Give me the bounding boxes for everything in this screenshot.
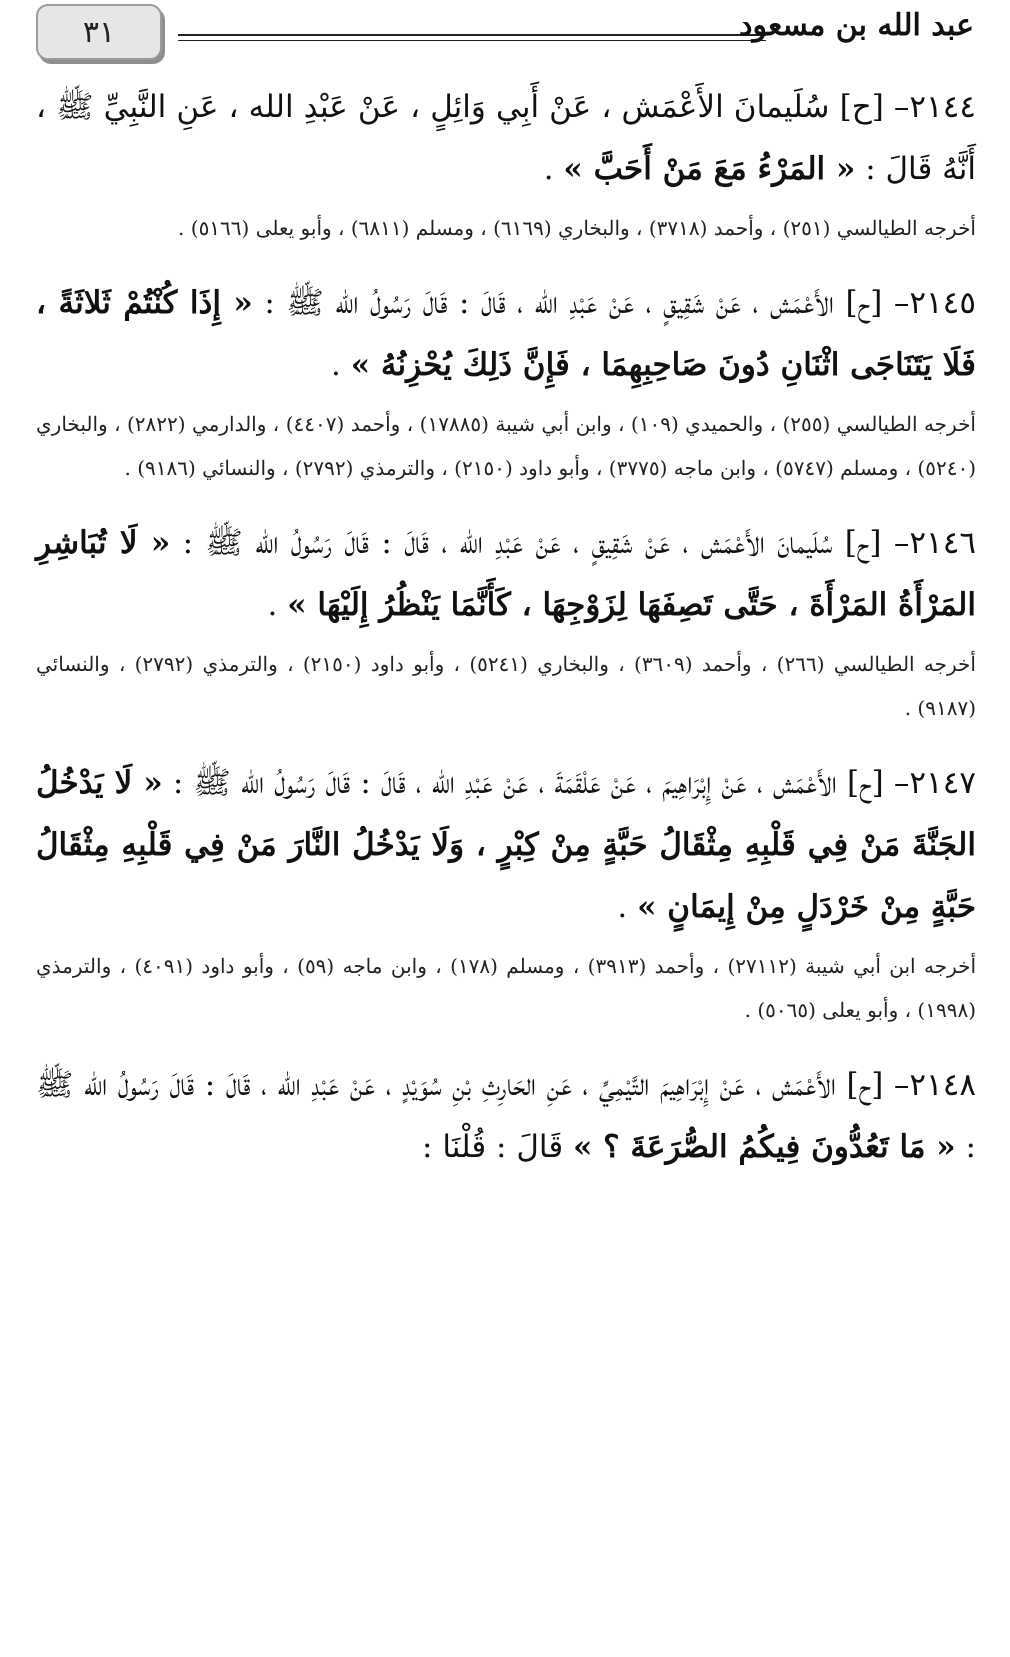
hadith-2148 <box>36 1054 976 1178</box>
hadith-quote: « إِذَا كُنْتُمْ ثَلاثَةً ، فَلَا يَتَنَاجَى اثْنَانِ دُونَ صَاحِبِهِمَا ، فَإِنَّ ذَلِكَ يُحْزِنُهُ » <box>36 285 976 383</box>
hadith-number: ٢١٤٤ <box>909 89 976 125</box>
hadith-2144 <box>36 76 976 250</box>
header-rule-thin <box>178 40 766 41</box>
hadith-number: ٢١٤٥ <box>909 285 976 321</box>
hadith-2146 <box>36 512 976 730</box>
hadith-after: . <box>543 151 564 187</box>
hadith-text <box>36 752 976 938</box>
hadith-chain: – [ح] الأَعْمَش ، عَنْ إِبْرَاهِيمَ التَّيْمِيِّ ، عَنِ الحَارِثِ بْنِ سُوَيْدٍ ، عَنْ عَبْدِ الله ، قَالَ : قَالَ رَسُولُ الله ﷺ : <box>36 1067 976 1165</box>
hadith-after: . <box>330 347 351 383</box>
hadith-text <box>36 512 976 636</box>
hadith-quote: « لَا يَدْخُلُ الجَنَّةَ مَنْ فِي قَلْبِهِ مِثْقَالُ حَبَّةٍ مِنْ كِبْرٍ ، وَلَا يَدْخُلُ النَّارَ مَنْ فِي قَلْبِهِ مِثْقَالُ حَبَّةٍ مِنْ خَرْدَلٍ مِنْ إِيمَانٍ » <box>36 765 976 925</box>
hadith-quote: « لَا تُبَاشِرِ المَرْأَةُ المَرْأَةَ ، حَتَّى تَصِفَهَا لِزَوْجِهَا ، كَأَنَّمَا يَنْظُرُ إِلَيْهَا » <box>36 525 976 623</box>
page-number-badge <box>36 4 162 60</box>
takhrij-note: أخرجه ابن أبي شيبة (٢٧١١٢) ، وأحمد (٣٩١٣) ، ومسلم (١٧٨) ، وابن ماجه (٥٩) ، وأبو داود (٤٠٩١) ، والترمذي (١٩٩٨) ، وأبو يعلى (٥٠٦٥) . <box>36 954 977 1022</box>
hadith-after: . <box>267 587 288 623</box>
hadith-chain: – [ح] الأَعْمَش ، عَنْ شَقِيقٍ ، عَنْ عَبْدِ الله ، قَالَ : قَالَ رَسُولُ الله ﷺ : <box>264 285 910 321</box>
hadith-text <box>36 1054 976 1178</box>
takhrij-note: أخرجه الطيالسي (٢٥١) ، وأحمد (٣٧١٨) ، والبخاري (٦١٦٩) ، ومسلم (٦٨١١) ، وأبو يعلى (٥١٦٦) . <box>178 216 976 240</box>
takhrij-note: أخرجه الطيالسي (٢٦٦) ، وأحمد (٣٦٠٩) ، والبخاري (٥٢٤١) ، وأبو داود (٢١٥٠) ، والترمذي (٢٧٩٢) ، والنسائي (٩١٨٧) . <box>36 652 976 720</box>
header-rule <box>178 34 766 36</box>
hadith-quote: « المَرْءُ مَعَ مَنْ أَحَبَّ » <box>563 151 856 187</box>
hadith-text <box>36 76 976 200</box>
hadith-2145 <box>36 272 976 490</box>
hadith-after: قَالَ : قُلْنَا : <box>422 1129 573 1165</box>
hadith-quote: « مَا تَعُدُّونَ فِيكُمُ الصُّرَعَةَ ؟ » <box>573 1129 956 1165</box>
running-title: عبد الله بن مسعود <box>739 8 974 43</box>
takhrij-note: أخرجه الطيالسي (٢٥٥) ، والحميدي (١٠٩) ، وابن أبي شيبة (١٧٨٨٥) ، وأحمد (٤٤٠٧) ، والدارمي (٢٨٢٢) ، والبخاري (٥٢٤٠) ، ومسلم (٥٧٤٧) ، وابن ماجه (٣٧٧٥) ، وأبو داود (٢١٥٠) ، والترمذي (٢٧٩٢) ، والنسائي (٩١٨٦) . <box>36 412 976 480</box>
hadith-text <box>36 272 976 396</box>
page-number: ٣١ <box>82 14 116 50</box>
hadith-chain: – [ح] الأَعْمَش ، عَنْ إِبْرَاهِيمَ ، عَنْ عَلْقَمَةَ ، عَنْ عَبْدِ الله ، قَالَ : قَالَ رَسُولُ الله ﷺ : <box>172 765 910 801</box>
hadith-number: ٢١٤٦ <box>909 525 976 561</box>
hadith-after: . <box>617 889 638 925</box>
hadith-chain: – [ح] سُلَيمانَ الأَعْمَش ، عَنْ أَبِي وَائِلٍ ، عَنْ عَبْدِ الله ، عَنِ النَّبِيِّ ﷺ ، أَنَّهُ قَالَ : <box>36 89 976 187</box>
page-body <box>36 76 976 1178</box>
hadith-2147 <box>36 752 976 1032</box>
hadith-number: ٢١٤٨ <box>909 1067 976 1103</box>
hadith-number: ٢١٤٧ <box>909 765 976 801</box>
hadith-chain: – [ح] سُلَيمانَ الأَعْمَش ، عَنْ شَقِيقٍ ، عَنْ عَبْدِ الله ، قَالَ : قَالَ رَسُولُ الله ﷺ : <box>182 525 910 561</box>
